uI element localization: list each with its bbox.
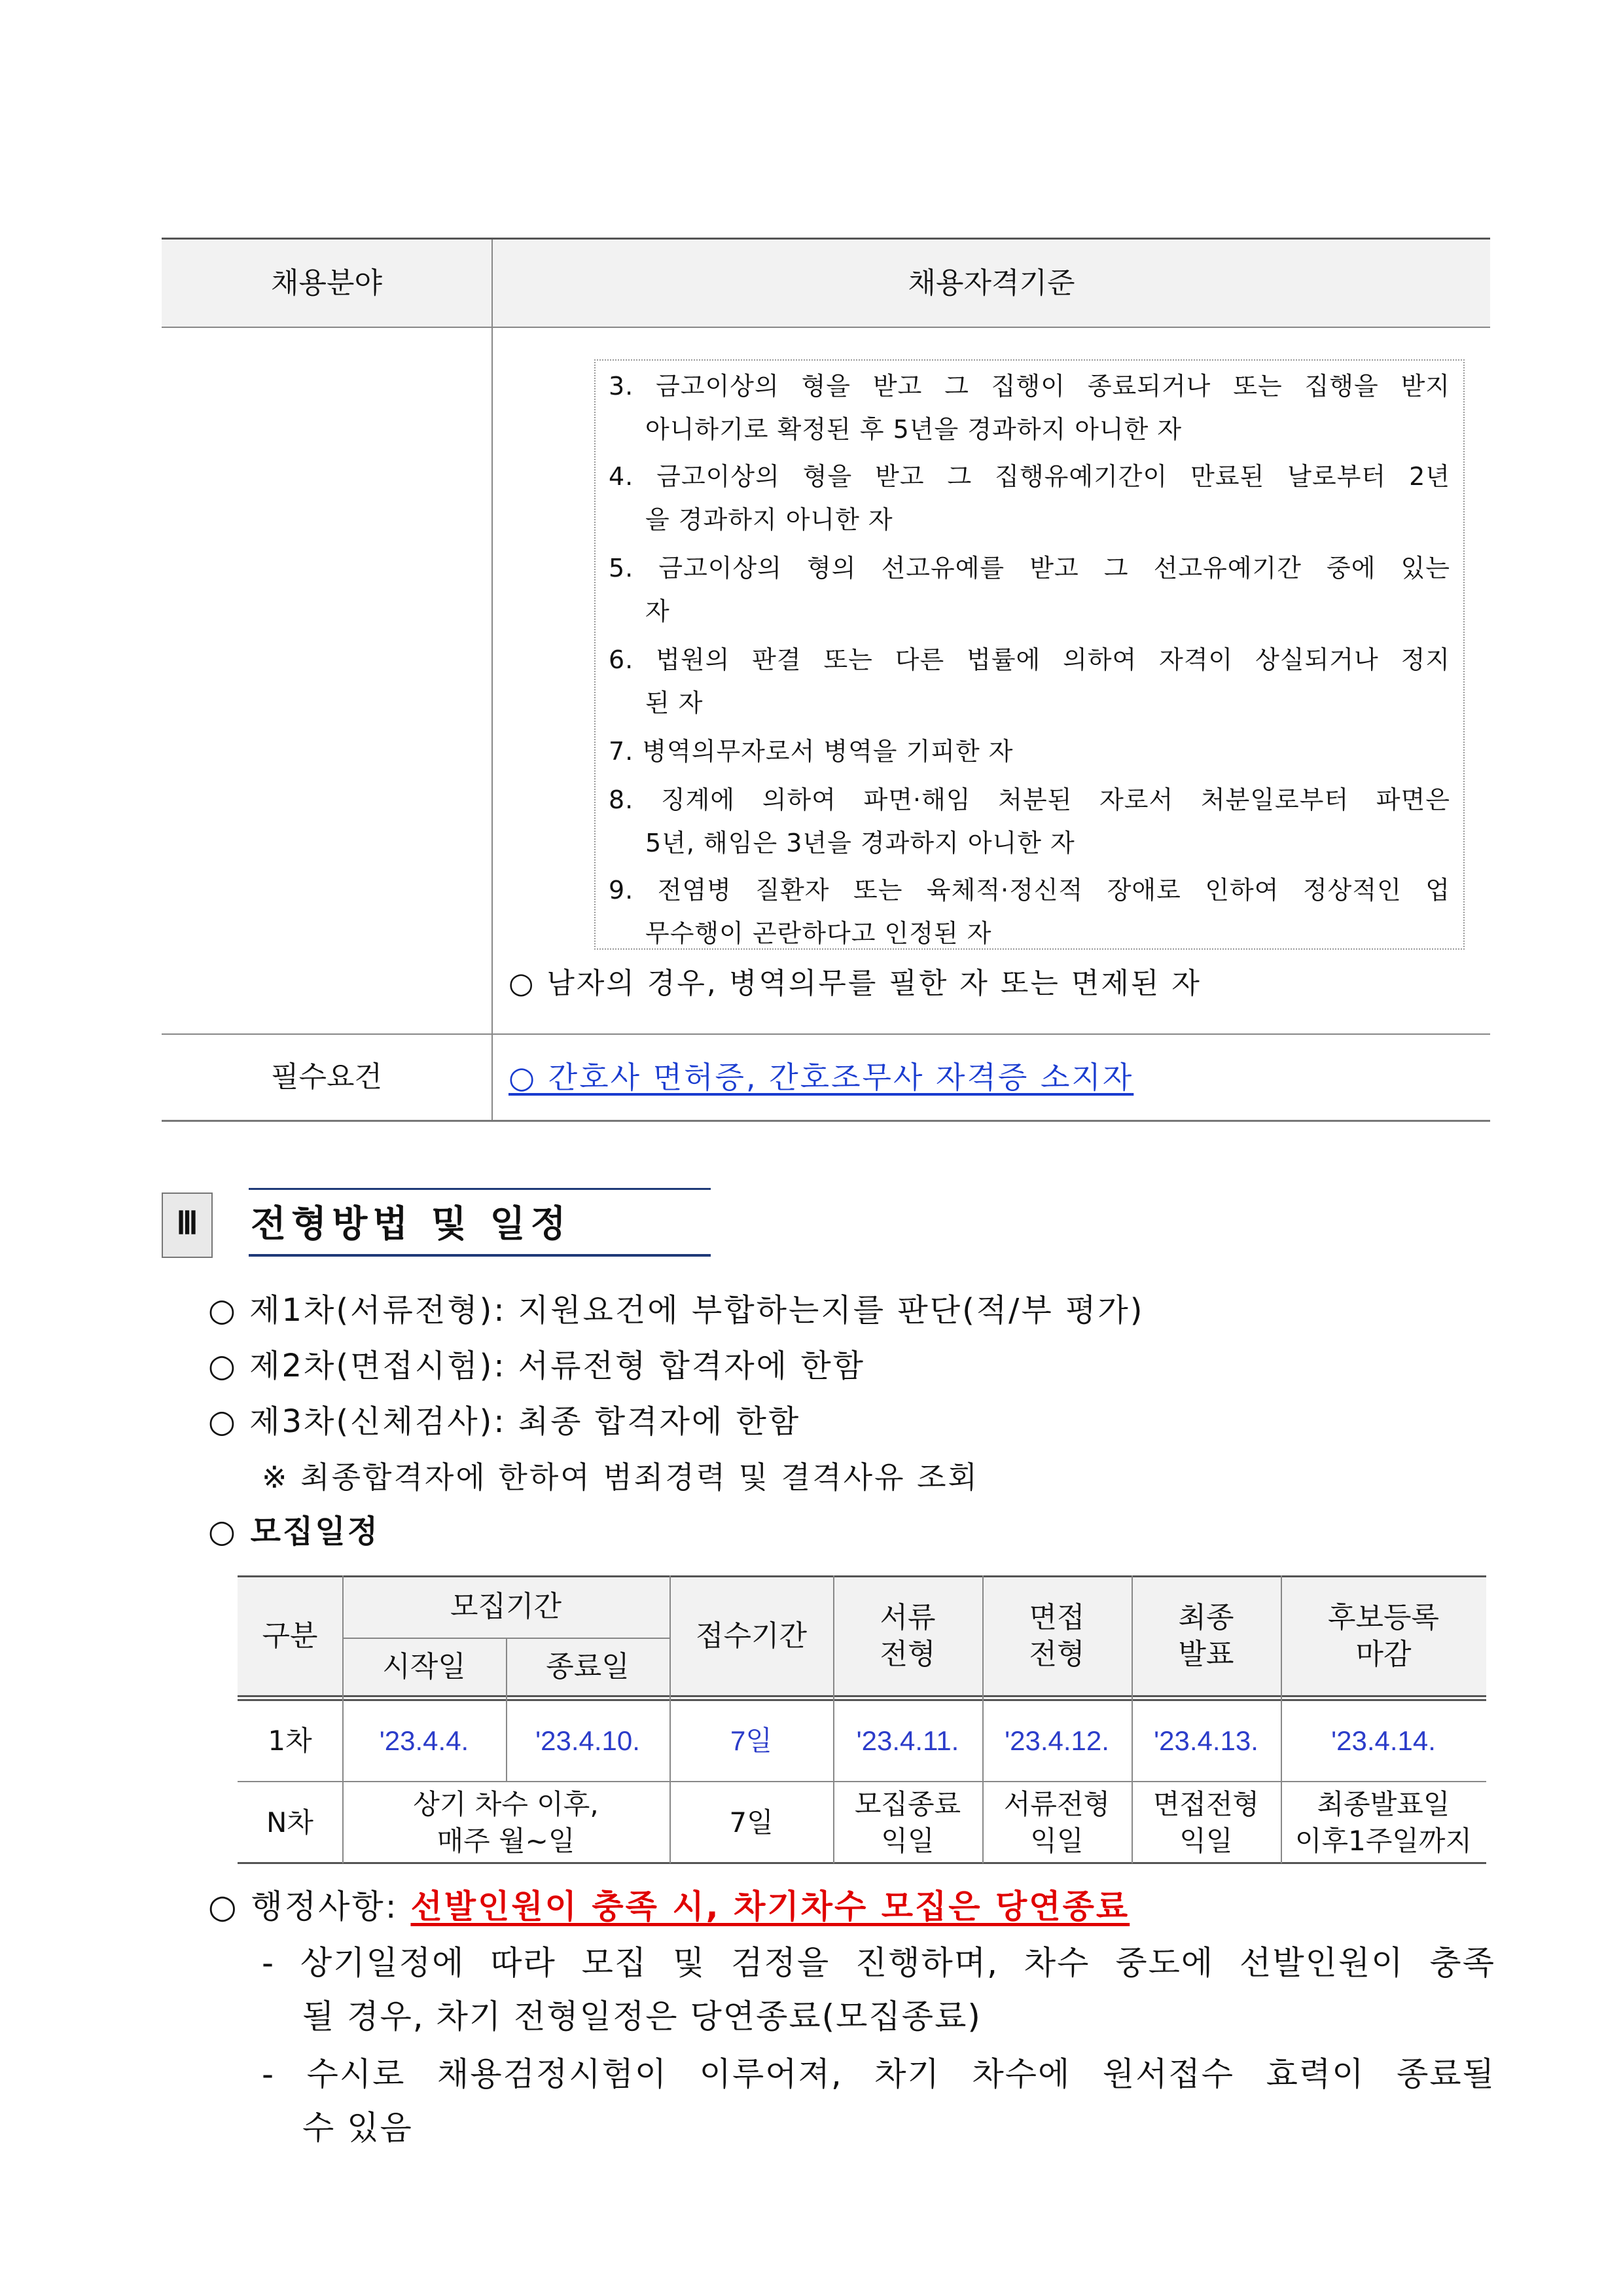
admin-line xyxy=(208,1884,1130,1929)
grid-col xyxy=(669,1575,671,1863)
grid-row-sep xyxy=(238,1781,1486,1782)
list-item: 4. 금고이상의 형을 받고 그 집행유예기간이 만료된 날로부터 2년 을 경과하지 아니한 자 xyxy=(609,462,1450,534)
header-receipt: 접수기간 xyxy=(669,1575,833,1696)
rowN-division: N차 xyxy=(266,1806,313,1839)
rowN-registration: 최종발표일 이후1주일까지 xyxy=(1294,1788,1472,1857)
list-item: 7. 병역의무자로서 병역을 기피한 자 xyxy=(609,737,1014,766)
military-requirement: ○ 남자의 경우, 병역의무를 필한 자 또는 면제된 자 xyxy=(508,967,1202,1000)
rowN-document: 모집종료 익일 xyxy=(854,1788,961,1857)
grid-col xyxy=(506,1638,507,1782)
rowN-receipt: 7일 xyxy=(729,1806,774,1839)
list-item: 8. 징계에 의하여 파면·해임 처분된 자로서 처분일로부터 파면은 5년, 해임은 3년을 경과하지 아니한 자 xyxy=(609,785,1450,857)
grid-col xyxy=(833,1575,834,1863)
stage-3: ○ 제3차(신체검사): 최종 합격자에 한함 xyxy=(208,1403,801,1440)
admin-highlight: 선발인원이 충족 시, 차기차수 모집은 당연종료 xyxy=(410,1888,1130,1926)
grid-top xyxy=(238,1575,1486,1577)
grid-col xyxy=(1132,1575,1133,1863)
admin-item-1: - 상기일정에 따라 모집 및 검정을 진행하며, 차수 중도에 선발인원이 충족 될 경우, 차기 전형일정은 당연종료(모집종료) xyxy=(262,1944,1495,2036)
rowN-final: 면접전형 익일 xyxy=(1152,1788,1260,1857)
header-registration: 후보등록 마감 xyxy=(1281,1575,1486,1696)
disqualification-list xyxy=(594,359,1465,950)
header-field: 채용분야 xyxy=(270,266,382,300)
schedule-table xyxy=(238,1575,1486,1863)
header-end: 종료일 xyxy=(506,1638,669,1696)
table-bottom-rule xyxy=(162,1120,1490,1122)
header-period: 모집기간 xyxy=(342,1575,669,1638)
section-title-rule-bottom xyxy=(249,1254,711,1257)
grid-col xyxy=(1281,1575,1282,1863)
row1-final: '23.4.13. xyxy=(1154,1725,1258,1756)
section-title: 전형방법 및 일정 xyxy=(251,1203,571,1246)
stage-2: ○ 제2차(면접시험): 서류전형 합격자에 한함 xyxy=(208,1348,865,1384)
list-item: 6. 법원의 판결 또는 다른 법률에 의하여 자격이 상실되거나 정지 된 자 xyxy=(609,645,1450,717)
background-check-note: ※ 최종합격자에 한하여 범죄경력 및 결격사유 조회 xyxy=(262,1460,979,1495)
rowN-interview: 서류전형 익일 xyxy=(1003,1788,1111,1857)
row1-start: '23.4.4. xyxy=(379,1725,469,1756)
row1-division: 1차 xyxy=(268,1725,312,1757)
header-document: 서류 전형 xyxy=(833,1575,982,1696)
row1-receipt: 7일 xyxy=(730,1725,772,1756)
column-divider xyxy=(491,240,493,1121)
grid-col xyxy=(342,1575,344,1863)
section-number: Ⅲ xyxy=(162,1193,213,1258)
rowN-period: 상기 차수 이후, 매주 월~일 xyxy=(413,1788,599,1857)
schedule-heading: ○ 모집일정 xyxy=(208,1513,380,1550)
row1-end: '23.4.10. xyxy=(535,1725,640,1756)
grid-bottom xyxy=(238,1862,1486,1864)
grid-header-double-2 xyxy=(238,1699,1486,1701)
grid-col xyxy=(982,1575,984,1863)
section-title-rule-top xyxy=(249,1188,711,1190)
grid-header-double-1 xyxy=(238,1695,1486,1697)
header-final: 최종 발표 xyxy=(1132,1575,1281,1696)
list-item: 5. 금고이상의 형의 선고유예를 받고 그 선고유예기간 중에 있는 자 xyxy=(609,554,1450,626)
header-start: 시작일 xyxy=(342,1638,506,1696)
required-label: 필수요건 xyxy=(270,1060,382,1094)
stage-1: ○ 제1차(서류전형): 지원요건에 부합하는지를 판단(적/부 평가) xyxy=(208,1292,1145,1329)
list-item: 9. 전염병 질환자 또는 육체적·정신적 장애로 인하여 정상적인 업 무수행이 곤란하다고 인정된 자 xyxy=(609,876,1450,948)
row1-registration: '23.4.14. xyxy=(1331,1725,1436,1756)
list-item: 3. 금고이상의 형을 받고 그 집행이 종료되거나 또는 집행을 받지 아니하기로 확정된 후 5년을 경과하지 아니한 자 xyxy=(609,372,1450,444)
admin-item-2: - 수시로 채용검정시험이 이루어져, 차기 차수에 원서접수 효력이 종료될 수 있음 xyxy=(262,2055,1495,2147)
header-interview: 면접 전형 xyxy=(982,1575,1132,1696)
row1-document: '23.4.11. xyxy=(856,1725,959,1756)
required-value: ○ 간호사 면허증, 간호조무사 자격증 소지자 xyxy=(508,1060,1134,1095)
header-criteria: 채용자격기준 xyxy=(908,266,1075,300)
admin-label: ○ 행정사항: xyxy=(208,1888,411,1926)
header-division: 구분 xyxy=(238,1575,342,1696)
row1-interview: '23.4.12. xyxy=(1005,1725,1109,1756)
